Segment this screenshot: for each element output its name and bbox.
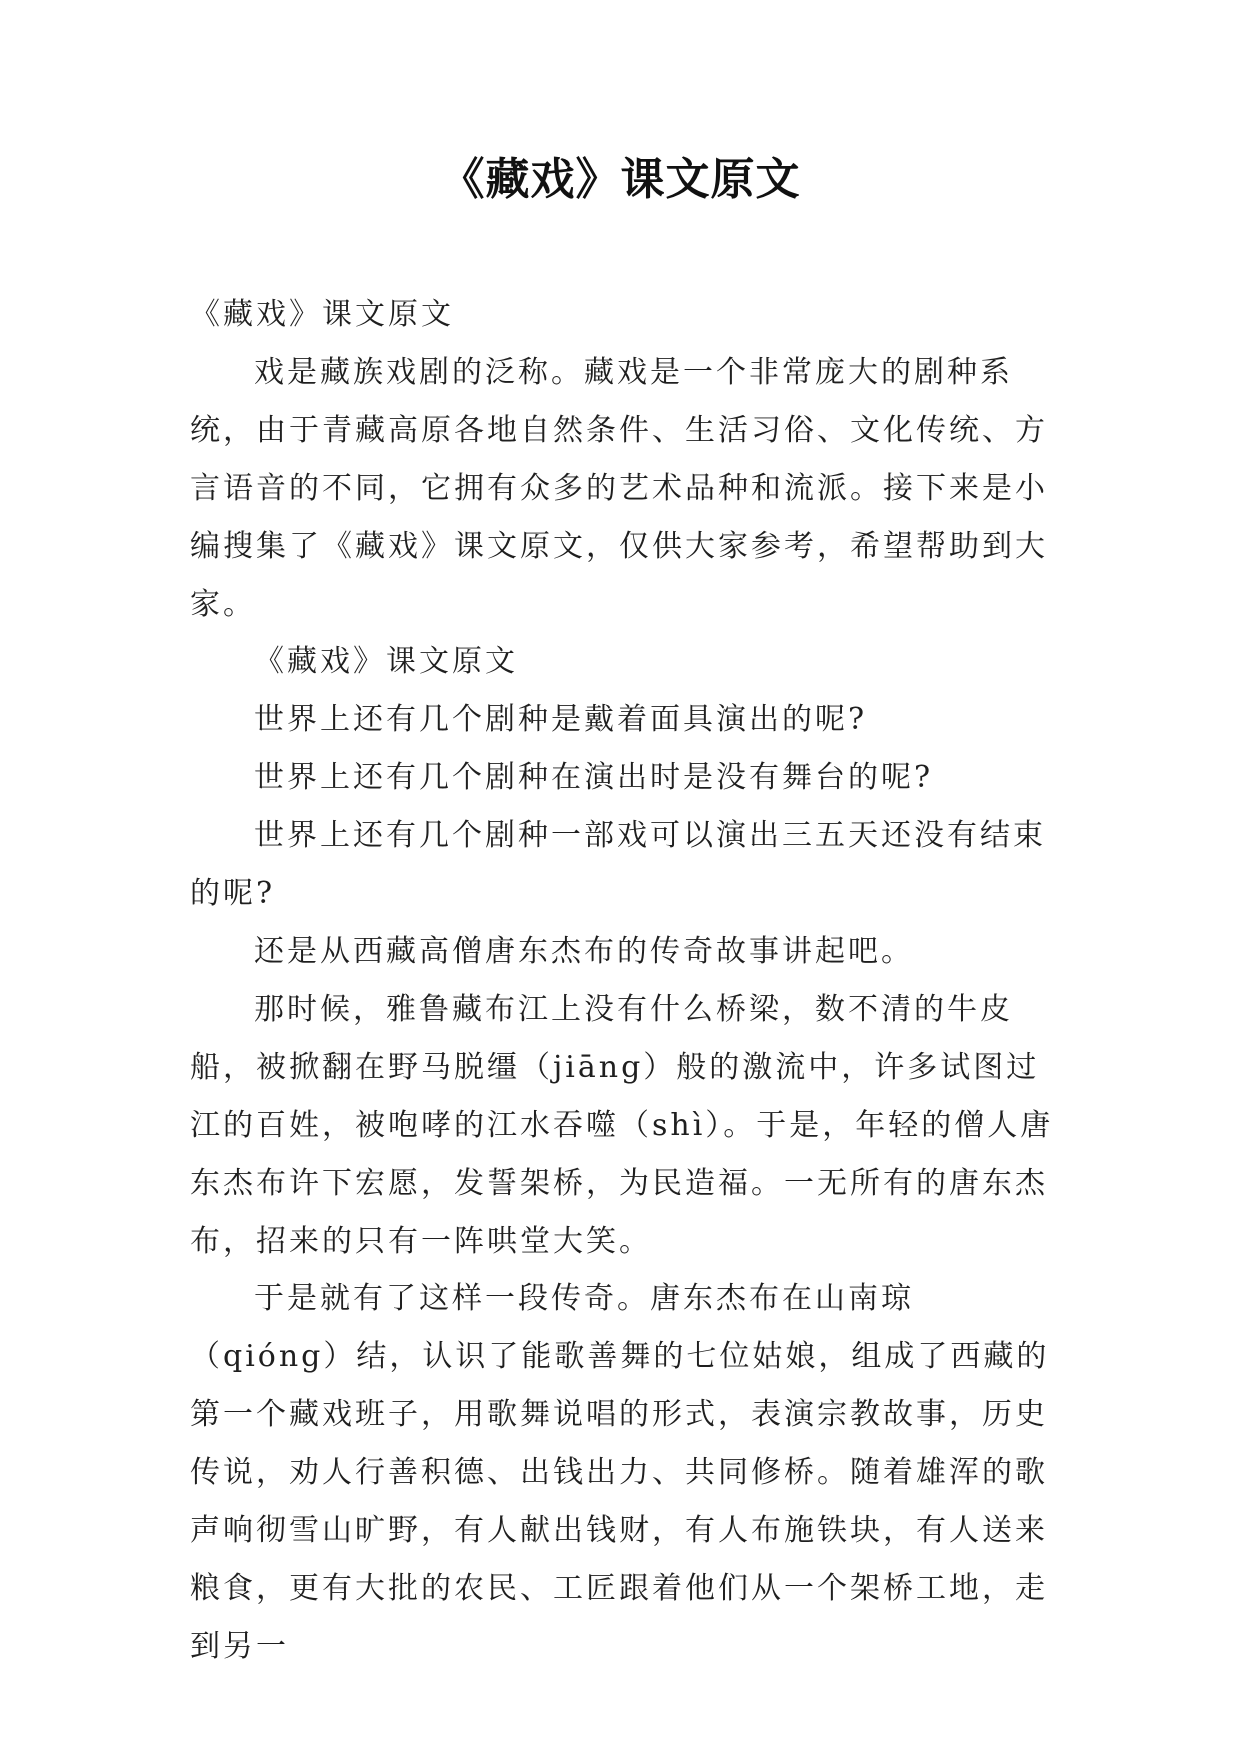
- paragraph-river: 那时候，雅鲁藏布江上没有什么桥梁，数不清的牛皮船，被掀翻在野马脱缰（jiāng）般的激流中，许多试图过江的百姓，被咆哮的江水吞噬（shì）。于是，年轻的僧人唐东杰布许下宏愿，发誓架桥，为民造福。一无所有的唐东杰布，招来的只有一阵哄堂大笑。: [190, 991, 1054, 1259]
- paragraph-intro: 戏是藏族戏剧的泛称。藏戏是一个非常庞大的剧种系统，由于青藏高原各地自然条件、生活习俗、文化传统、方言语音的不同，它拥有众多的艺术品种和流派。接下来是小编搜集了《藏戏》课文原文，仅供大家参考，希望帮助到大家。: [190, 354, 1048, 622]
- document-body: [190, 286, 1056, 1676]
- paragraph-question-stage: 世界上还有几个剧种在演出时是没有舞台的呢?: [254, 760, 934, 796]
- paragraph-legend: 于是就有了这样一段传奇。唐东杰布在山南琼（qióng）结，认识了能歌善舞的七位姑娘，组成了西藏的第一个藏戏班子，用歌舞说唱的形式，表演宗教故事，历史传说，劝人行善积德、出钱出力、共同修桥。随着雄浑的歌声响彻雪山旷野，有人献出钱财，有人布施铁块，有人送来粮食，更有大批的农民、工匠跟着他们从一个架桥工地，走到另一: [190, 1281, 1050, 1664]
- paragraph-question-masks: 世界上还有几个剧种是戴着面具演出的呢?: [254, 702, 868, 738]
- paragraph-question-duration: 世界上还有几个剧种一部戏可以演出三五天还没有结束的呢?: [190, 818, 1046, 912]
- paragraph-subheading: 《藏戏》课文原文: [254, 644, 518, 680]
- paragraph-story-start: 还是从西藏高僧唐东杰布的传奇故事讲起吧。: [254, 933, 914, 969]
- document-title: 《藏戏》课文原文: [440, 154, 801, 205]
- paragraph-heading: 《藏戏》课文原文: [190, 297, 454, 332]
